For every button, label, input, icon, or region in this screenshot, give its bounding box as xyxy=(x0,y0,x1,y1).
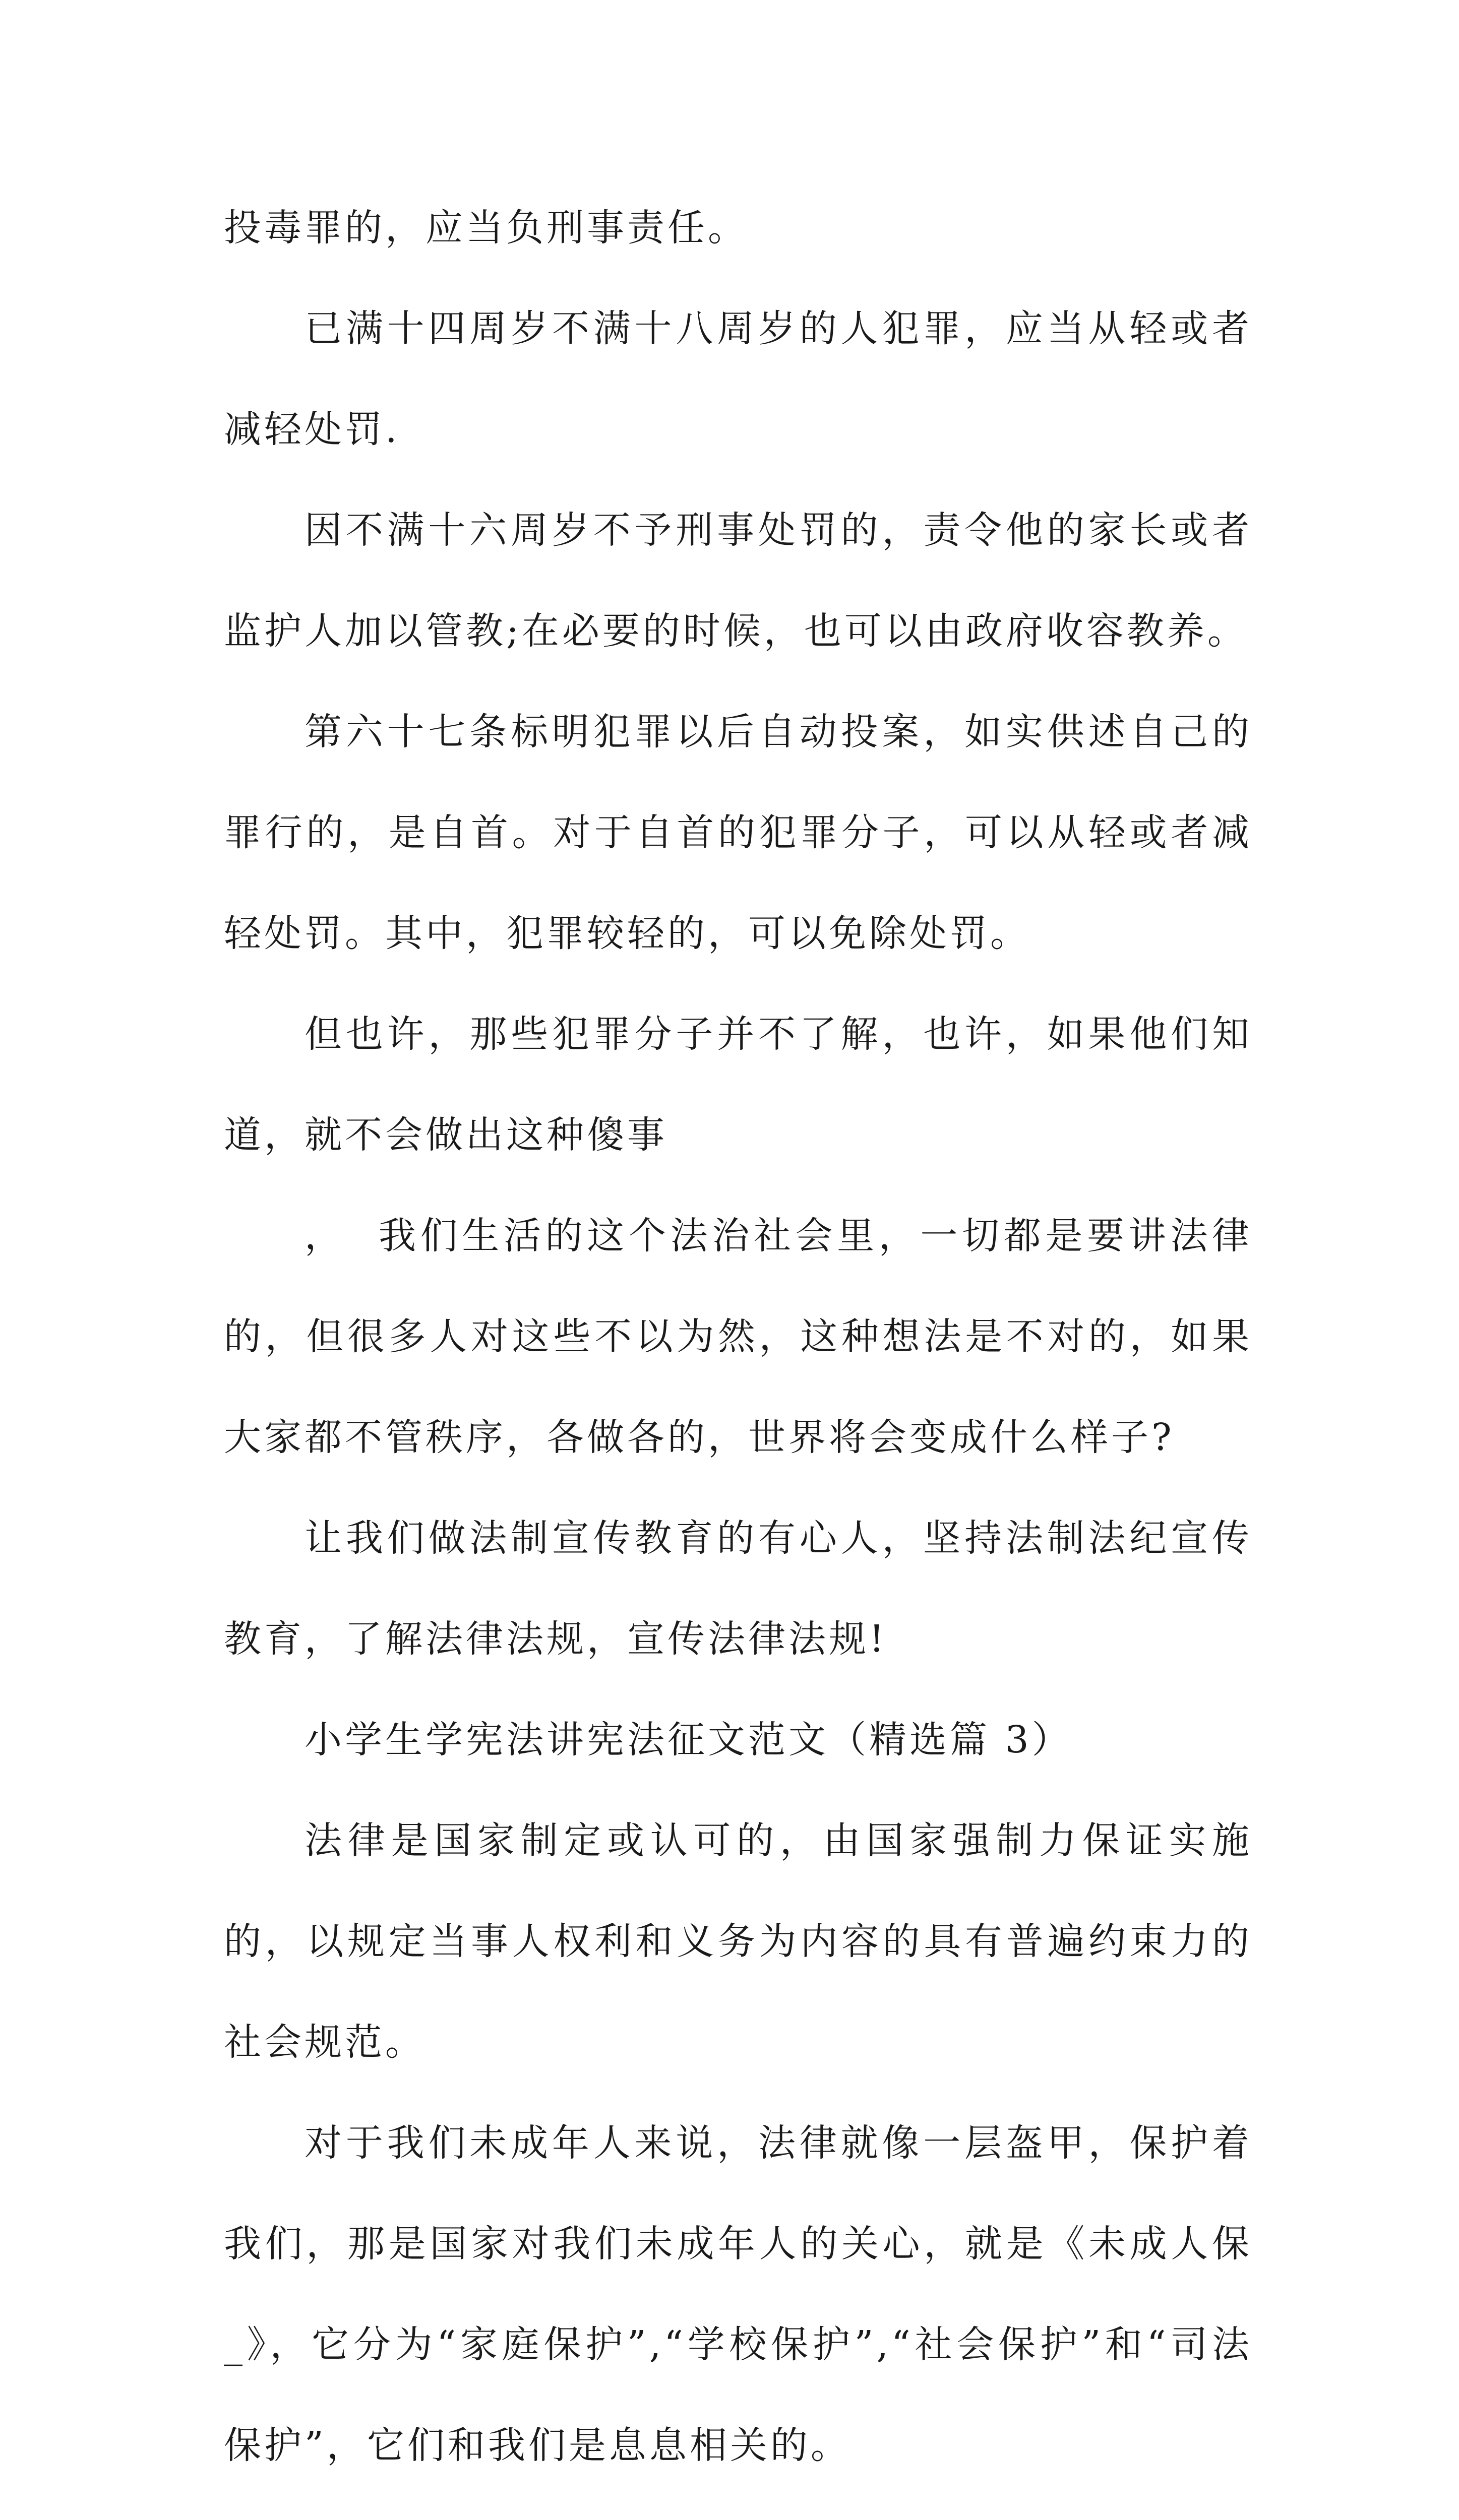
document-body xyxy=(224,177,1252,2520)
section-heading: 小学生学宪法讲宪法征文范文（精选篇 3） xyxy=(305,1718,1072,1761)
paragraph xyxy=(224,2496,1252,2520)
paragraph: 对于我们未成年人来说，法律就像一层盔甲，保护着我们，那是国家对我们未成年人的关心，就是《未成人保_》，它分为“家庭保护”,“学校保护”,“社会保护”和“司法保护”，它们和我们是息息相关的。 xyxy=(224,2121,1252,2467)
paragraph: 因不满十六周岁不予刑事处罚的，责令他的家长或者监护人加以管教;在必要的时候，也可以由政府收容教养。 xyxy=(224,509,1252,653)
paragraph: 但也许，那些犯罪分子并不了解，也许，如果他们知道，就不会做出这种傻事 xyxy=(224,1013,1252,1157)
paragraph: 投毒罪的，应当负刑事责任。 xyxy=(224,206,748,249)
paragraph: ， 我们生活的这个法治社会里，一切都是要讲法律的，但很多人对这些不以为然，这种想法是不对的，如果大家都不管秩序，各做各的，世界将会变成什么样子? xyxy=(224,1214,1252,1459)
paragraph: 法律是国家制定或认可的，由国家强制力保证实施的，以规定当事人权利和义务为内容的具有普遍约束力的社会规范。 xyxy=(224,1819,1252,2064)
paragraph: 让我们做法制宣传教育的有心人，坚持法制法纪宣传教育，了解法律法规，宣传法律法规! xyxy=(224,1517,1252,1661)
paragraph: 已满十四周岁不满十八周岁的人犯罪，应当从轻或者减轻处罚. xyxy=(224,307,1252,451)
paragraph: 第六十七条标明犯罪以后自动投案，如实供述自己的罪行的，是自首。对于自首的犯罪分子，可以从轻或者减轻处罚。其中，犯罪较轻的，可以免除处罚。 xyxy=(224,710,1252,955)
